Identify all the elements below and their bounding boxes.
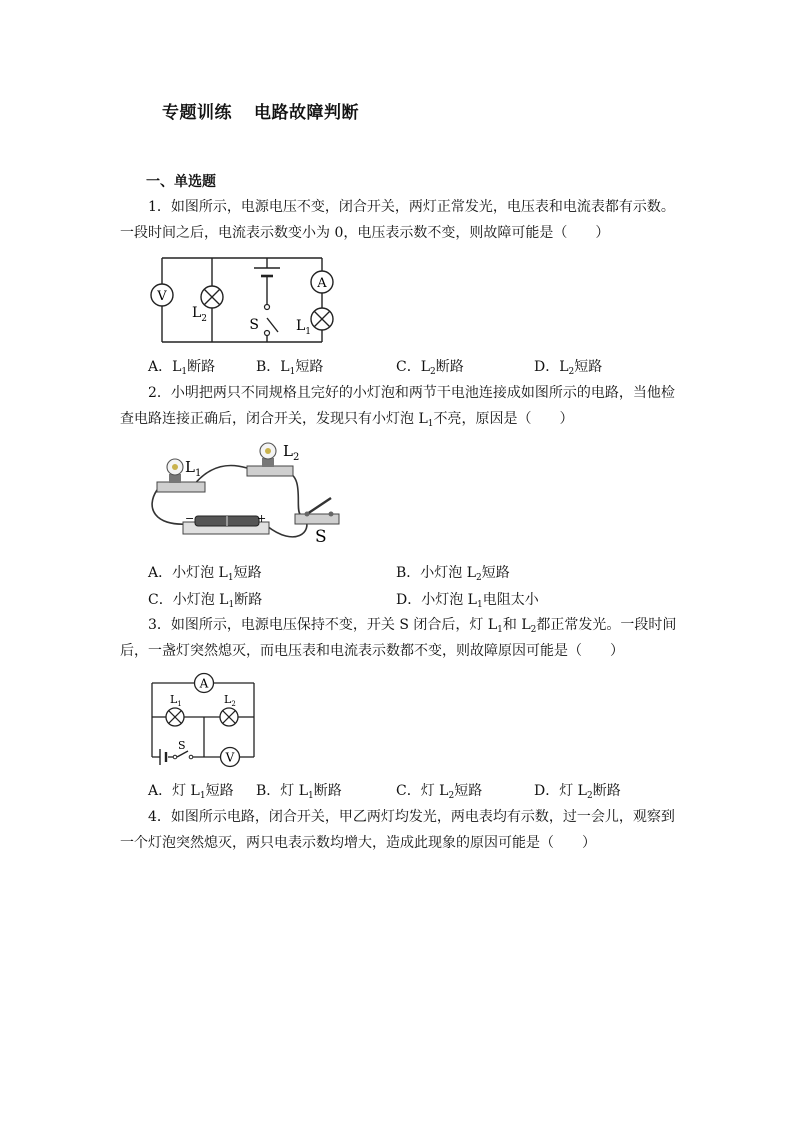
- knife-switch-icon: [295, 498, 339, 524]
- q2-option-b[interactable]: B．小灯泡 $L_2$短路: [396, 565, 510, 583]
- q4-line2: 一个灯泡突然熄灭，两只电表示数均增大，造成此现象的原因可能是（ ）: [120, 835, 596, 851]
- q1-option-a[interactable]: A．$L_1$断路: [148, 359, 216, 377]
- q3-line2: 后，一盏灯突然熄灭，而电压表和电流表示数都不变，则故障原因可能是（ ）: [120, 643, 624, 659]
- q3-option-c[interactable]: C．灯 $L_2$短路: [396, 783, 483, 801]
- q1-l2-label: $L_2$: [192, 305, 208, 324]
- title-subject: 电路故障判断: [254, 103, 359, 123]
- q1-circuit-diagram: [140, 254, 350, 346]
- q1-l1-label: $L_1$: [296, 318, 312, 337]
- q3-lamp-l1-icon: [166, 708, 184, 726]
- page-title: [162, 98, 359, 123]
- section-heading: 一、单选题: [146, 174, 216, 190]
- q2-plus-label: +: [257, 512, 267, 525]
- q2-l1-label: $L_1$: [185, 458, 202, 479]
- q3-circuit-diagram: [144, 671, 264, 769]
- q2-l2-label: $L_2$: [283, 442, 300, 463]
- lamp-l2-icon: [201, 286, 223, 308]
- q3-l1-label: $L_1$: [170, 693, 182, 708]
- q2-option-a[interactable]: A．小灯泡 $L_1$短路: [148, 565, 262, 583]
- q1-voltmeter-label: V: [157, 289, 167, 304]
- q3-option-b[interactable]: B．灯 $L_1$断路: [256, 783, 342, 801]
- q2-line1: 2．小明把两只不同规格且完好的小灯泡和两节干电池连接成如图所示的电路，当他检: [148, 385, 675, 401]
- q3-option-d[interactable]: D．灯 $L_2$断路: [534, 783, 621, 801]
- q1-option-c[interactable]: C．$L_2$断路: [396, 359, 464, 377]
- q3-l2-label: $L_2$: [224, 693, 236, 708]
- q2-line2: 查电路连接正确后，闭合开关，发现只有小灯泡 $L_1$不亮，原因是（ ）: [120, 411, 574, 429]
- q2-minus-label: −: [185, 512, 195, 525]
- q1-switch-label: S: [249, 317, 259, 333]
- q2-physical-circuit-illustration: [145, 438, 350, 550]
- q1-option-d[interactable]: D．$L_2$短路: [534, 359, 603, 377]
- q3-ammeter-label: A: [199, 676, 209, 691]
- q4-line1: 4．如图所示电路，闭合开关，甲乙两灯均发光，两电表均有示数，过一会儿，观察到: [148, 809, 675, 825]
- q1-line2: 一段时间之后，电流表示数变小为 0，电压表示数不变，则故障可能是（ ）: [120, 225, 610, 241]
- q2-option-c[interactable]: C．小灯泡 $L_1$断路: [148, 592, 263, 610]
- q3-switch-label: S: [178, 739, 186, 752]
- q2-switch-label: S: [315, 527, 327, 547]
- lamp-l1-icon: [311, 308, 333, 330]
- q1-line1: 1．如图所示，电源电压不变，闭合开关，两灯正常发光，电压表和电流表都有示数。: [148, 199, 675, 215]
- q1-option-b[interactable]: B．$L_1$短路: [256, 359, 324, 377]
- q1-ammeter-label: A: [317, 276, 327, 291]
- q3-option-a[interactable]: A．灯 $L_1$短路: [148, 783, 234, 801]
- q3-line1: 3．如图所示，电源电压保持不变，开关 S 闭合后，灯 $L_1$和 $L_2$都正常发光。一段时间: [148, 617, 677, 635]
- q2-option-d[interactable]: D．小灯泡 $L_1$电阻太小: [396, 592, 539, 610]
- q3-lamp-l2-icon: [220, 708, 238, 726]
- q3-voltmeter-label: V: [225, 750, 235, 765]
- title-topic: 专题训练: [162, 103, 232, 123]
